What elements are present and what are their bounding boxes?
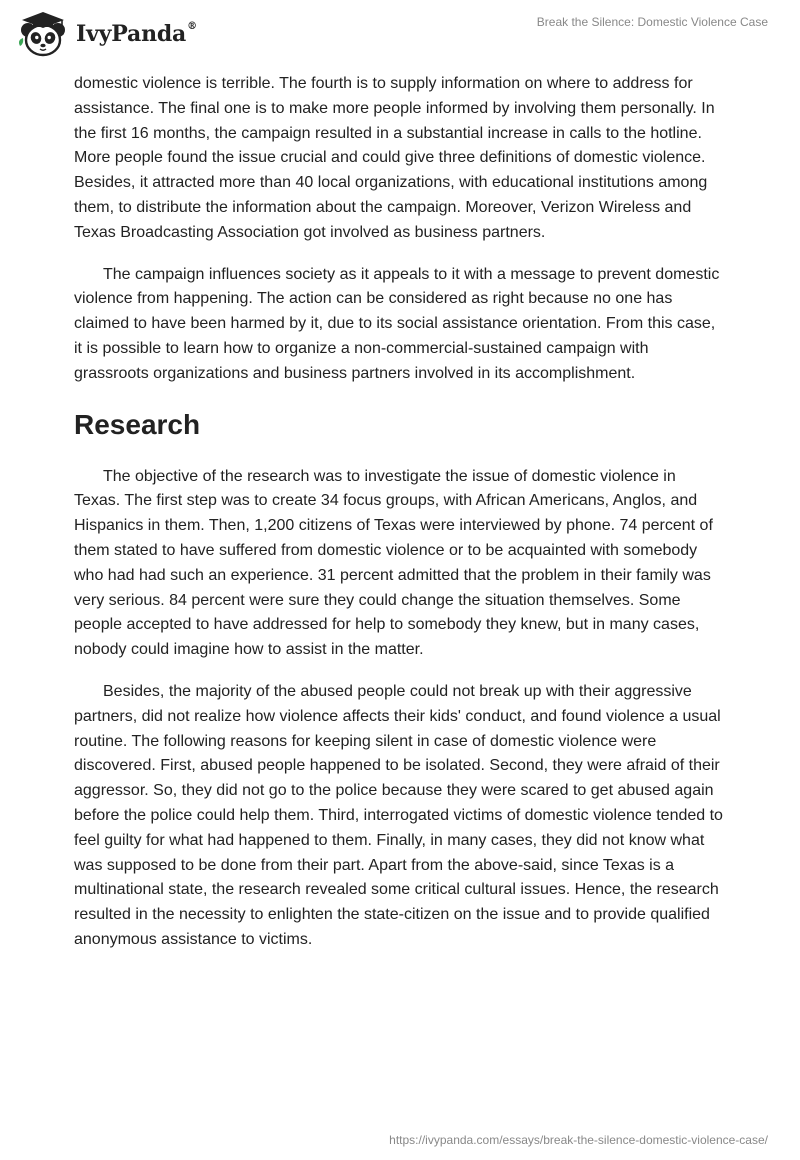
- document-title: Break the Silence: Domestic Violence Case: [536, 15, 768, 29]
- paragraph: Besides, the majority of the abused people could not break up with their aggressive partners, did not realize how violence affects their kids' conduct, and found violence a usual routine. The following reasons for keeping silent in case of domestic violence were discovered. First, abused people happened to be isolated. Second, they were afraid of their aggressor. So, they did not go to the police because they were scared to get abused again before the police could help them. Third, interrogated victims of domestic violence tended to feel guilty for what had happened to them. Finally, in many cases, they did not know what was supposed to be done from their part. Apart from the above-said, since Texas is a multinational state, the research revealed some critical cultural issues. Hence, the research resulted in the necessity to enlighten the state-citizen on the issue and to provide qualified anonymous assistance to victims.: [74, 682, 723, 948]
- page-header: [0, 0, 800, 70]
- paragraph: The campaign influences society as it appeals to it with a message to prevent domestic violence from happening. The action can be considered as right because no one has claimed to have been harmed by it, due to its social assistance orientation. From this case, it is possible to learn how to organize a non-commercial-sustained campaign with grassroots organizations and business partners involved in its accomplishment.: [74, 265, 720, 382]
- registered-mark: ®: [187, 20, 197, 32]
- essay-content: [74, 72, 726, 970]
- panda-graduate-icon: [14, 8, 72, 58]
- section-heading-research: Research: [74, 408, 201, 440]
- source-url[interactable]: https://ivypanda.com/essays/break-the-silence-domestic-violence-case/: [389, 1133, 768, 1147]
- brand-name: IvyPanda: [76, 21, 187, 47]
- paragraph-continued: domestic violence is terrible. The fourth is to supply information on where to address for assistance. The final one is to make more people informed by involving them personally. In the first 16 months, the campaign resulted in a substantial increase in calls to the hotline. More people found the issue crucial and could give three definitions of domestic violence. Besides, it attracted more than 40 local organizations, with educational institutions among them, to distribute the information about the campaign. Moreover, Verizon Wireless and Texas Broadcasting Association got involved as business partners.: [74, 75, 715, 241]
- paragraph: The objective of the research was to investigate the issue of domestic violence in Texas. The first step was to create 34 focus groups, with African Americans, Anglos, and Hispanics in them. Then, 1,200 citizens of Texas were interviewed by phone. 74 percent of them stated to have suffered from domestic violence or to be acquainted with somebody who had had such an experience. 31 percent admitted that the problem in their family was very serious. 84 percent were sure they could change the situation themselves. Some people accepted to have addressed for help to somebody they knew, but in many cases, nobody could imagine how to assist in the matter.: [74, 467, 713, 659]
- ivypanda-logo[interactable]: [14, 8, 197, 58]
